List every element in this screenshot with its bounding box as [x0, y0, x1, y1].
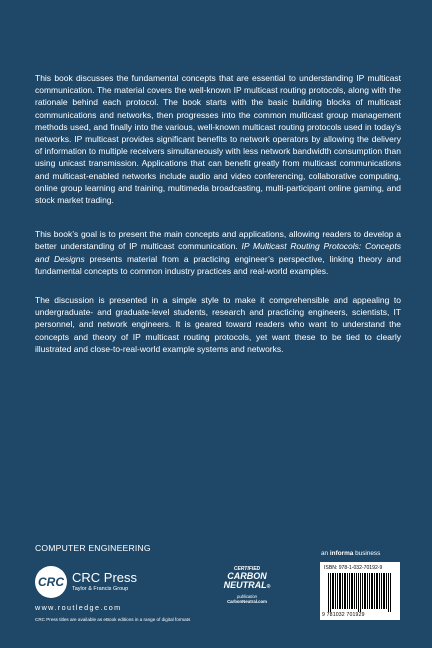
carbon-publication-label: publication	[236, 594, 258, 599]
book-title-italic: IP Multicast Routing Protocols: Concepts and Designs	[35, 241, 401, 264]
carbon-neutral-badge	[212, 566, 282, 604]
barcode-digits: 9 781032 701929	[322, 612, 365, 618]
blurb-paragraph-2-intro: This book’s goal is to present the main concepts and applications, allowing readers to develop a better understanding of IP multicast communication.	[35, 229, 401, 252]
crc-press-logo	[35, 566, 137, 598]
subject-category: COMPUTER ENGINEERING	[35, 543, 151, 553]
carbon-neutral-url: CarbonNeutral.com	[227, 599, 267, 604]
isbn-barcode	[320, 562, 400, 620]
informa-business-label: an informa business	[321, 550, 381, 557]
carbon-certified-label: CERTIFIED	[233, 566, 261, 572]
publisher-website: www.routledge.com	[35, 603, 122, 612]
blurb-paragraph-1: This book discusses the fundamental concepts that are essential to understanding IP multicast communication. The material covers the well-known IP multicast routing protocols, along with the rationale behind each protocol. The book starts with the basic building blocks of multicast communications and networks, then progresses into the common multicast group management methods used, and finally into the various, well-known multicast routing protocols used in today’s networks. IP multicast provides significant benefits to network operators by allowing the delivery of information to multiple receivers simultaneously with less network bandwidth consumption than using unicast transmission. Applications that can benefit greatly from multicast communications and multicast-enabled networks include audio and video conferencing, collaborative computing, online group learning and training, multimedia broadcasting, multi-participant online gaming, and stock market trading.	[35, 73, 401, 206]
publisher-group: Taylor & Francis Group	[72, 586, 129, 592]
barcode-bars-icon	[328, 573, 392, 612]
ebook-availability-note: CRC Press titles are available as eBook editions in a range of digital formats	[35, 617, 191, 622]
publisher-name: CRC Press	[72, 570, 138, 585]
blurb-paragraph-2-rest: presents material from a practicing engineer’s perspective, linking theory and fundamental concepts to common industry practices and real-world examples.	[35, 253, 401, 276]
blurb-paragraph-2	[35, 228, 401, 277]
blurb-paragraph-3: The discussion is presented in a simple style to make it comprehensible and appealing to undergraduate- and graduate-level students, research and practicing engineers, scientists, IT personnel, and network engineers. It is geared toward readers who want to understand the concepts and theory of IP multicast routing protocols, yet want these to be tied to clearly illustrated and close-to-real-world example systems and networks.	[35, 295, 401, 354]
carbon-line-2: NEUTRAL®	[223, 580, 271, 590]
back-cover-blurb	[35, 72, 401, 372]
crc-logo-circle-icon: CRC	[35, 566, 67, 598]
carbon-line-1: CARBON	[227, 571, 267, 581]
isbn-number: ISBN: 978-1-032-70192-9	[324, 565, 383, 571]
